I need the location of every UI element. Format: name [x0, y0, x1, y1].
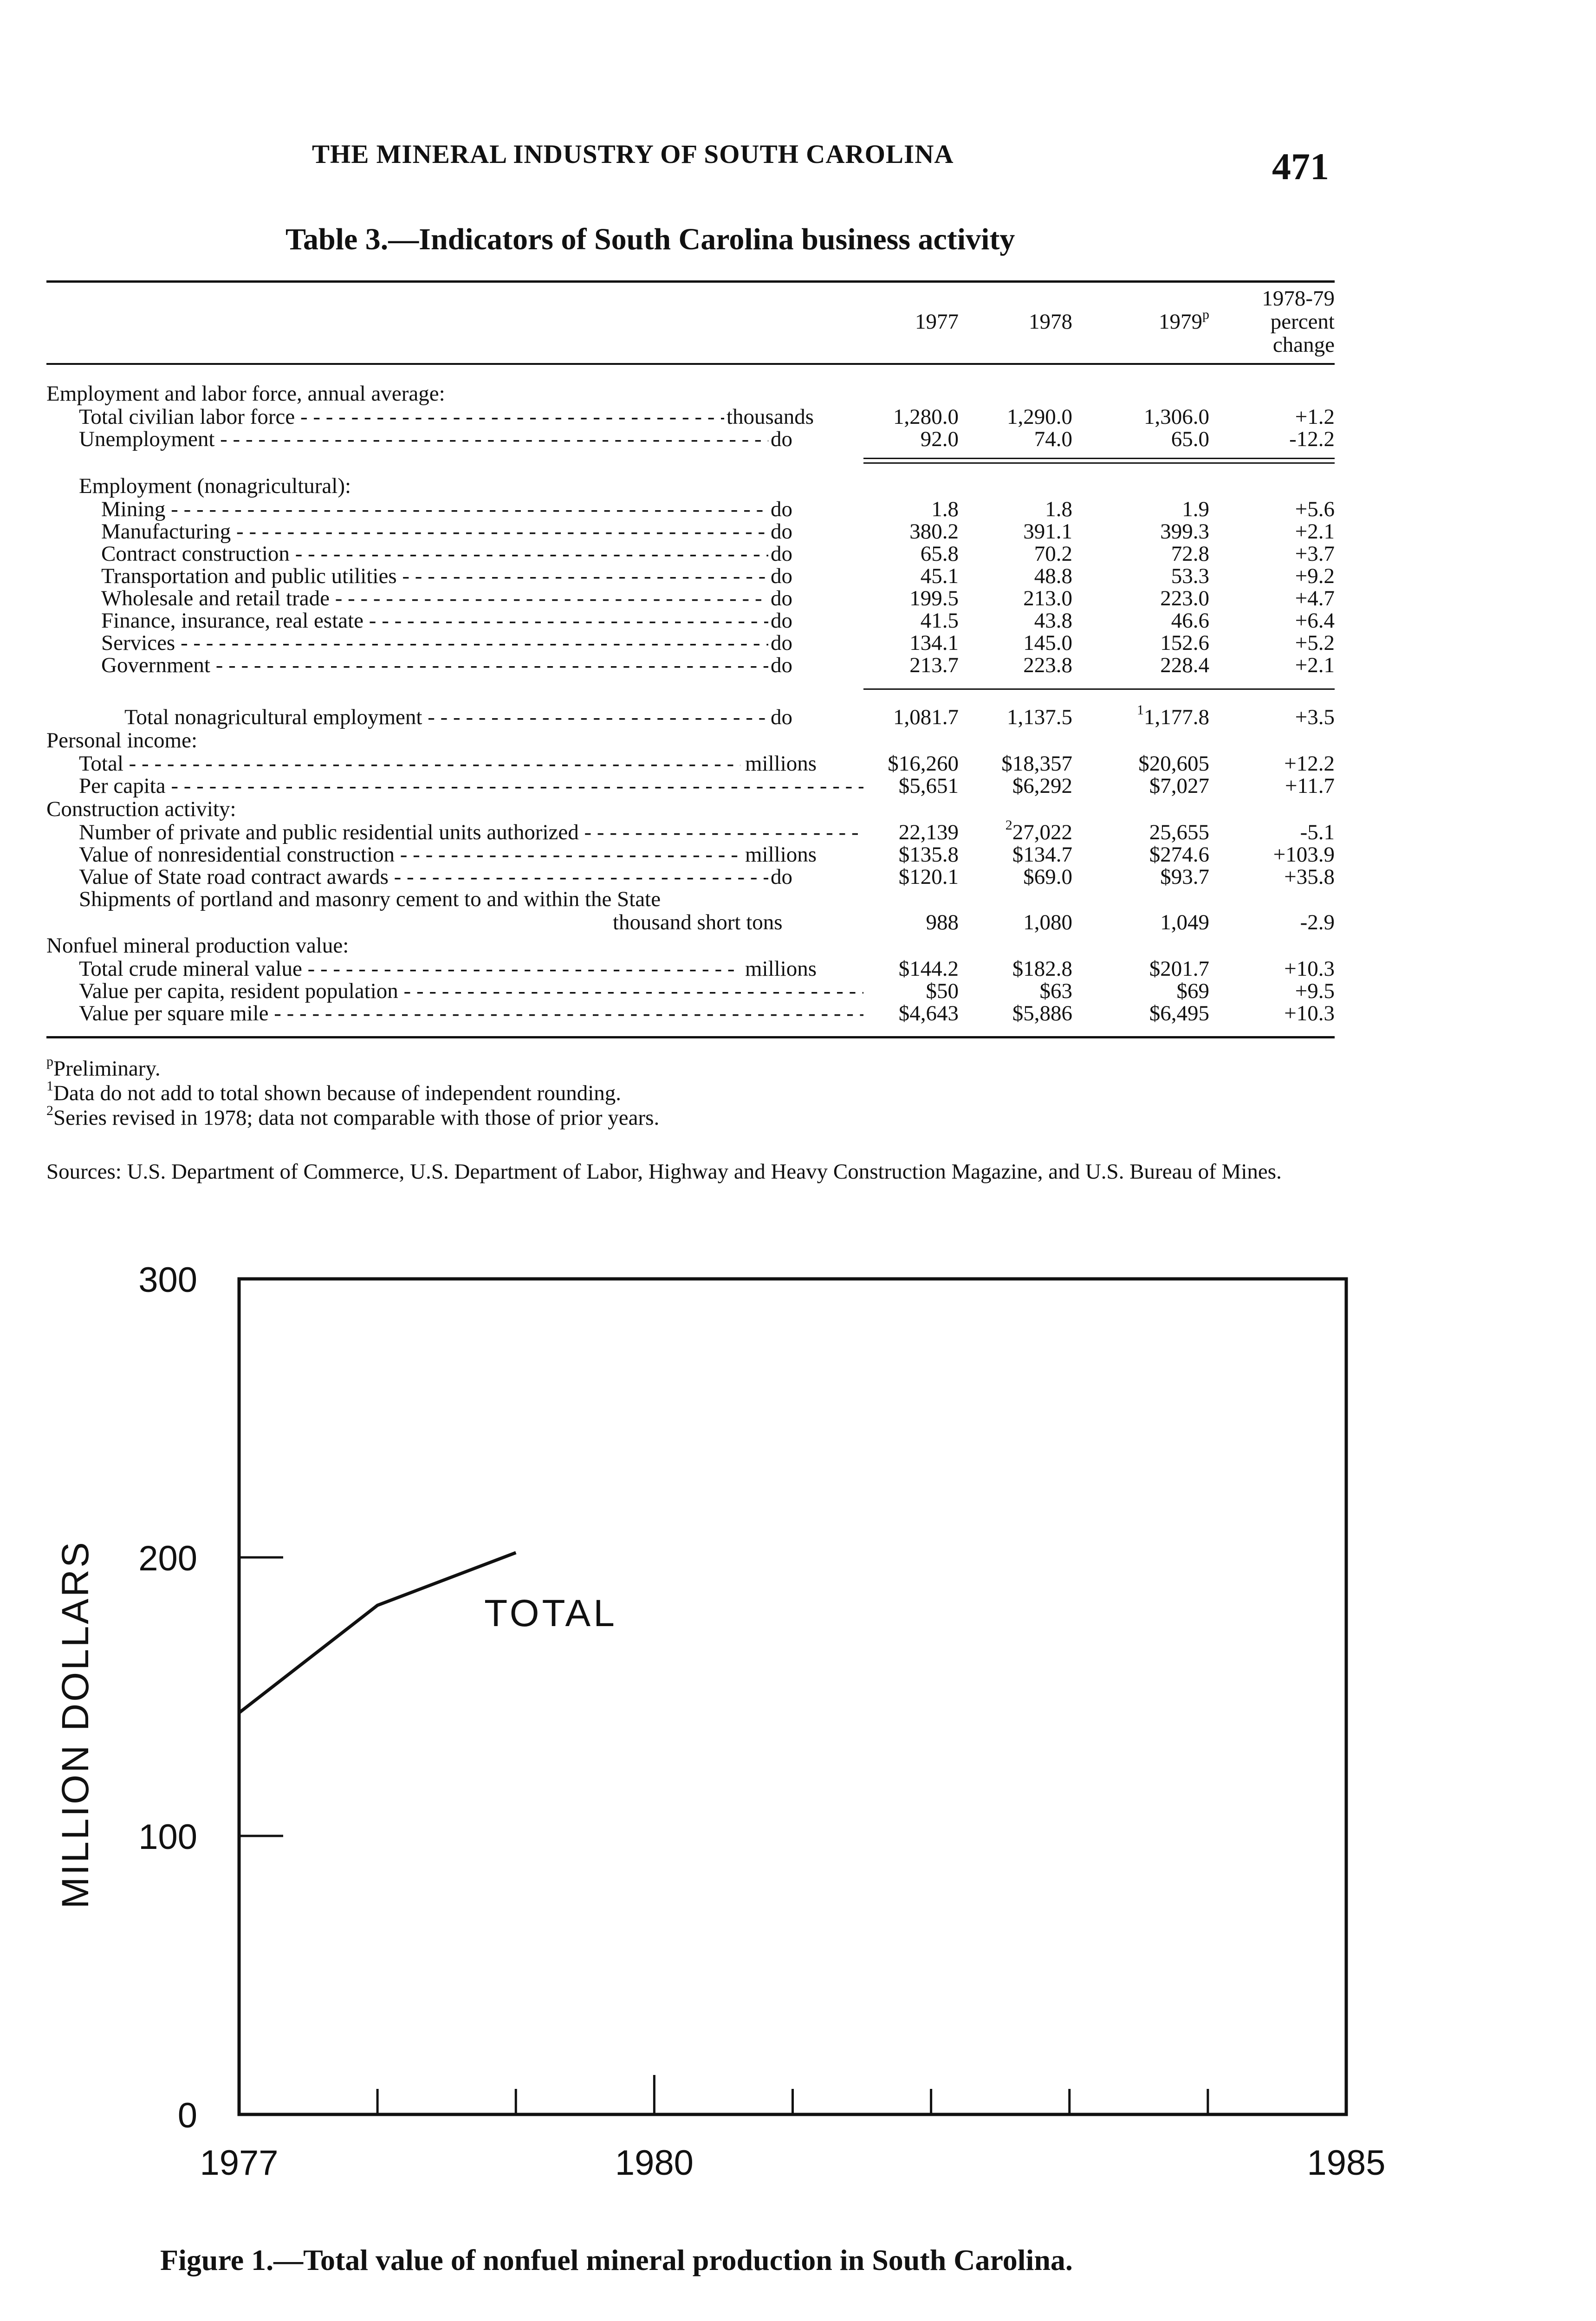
- table-row: Value per square mile - - - $4,643 $5,886 $6,495 +10.3: [0, 1002, 1596, 1025]
- table-row: Unemployment - - - do 92.0 74.0 65.0 -12.2: [0, 428, 1596, 451]
- series-label: TOTAL: [484, 1592, 617, 1635]
- page-number: 471: [1272, 145, 1329, 188]
- x-tick-label: 1977: [200, 2143, 279, 2183]
- table-row: Wholesale and retail trade - - - do 199.5 213.0 223.0 +4.7: [0, 587, 1596, 610]
- table-row: Services - - - do 134.1 145.0 152.6 +5.2: [0, 631, 1596, 655]
- table-row: Finance, insurance, real estate - - - do 41.5 43.8 46.6 +6.4: [0, 609, 1596, 632]
- table-row: thousand short tons 988 1,080 1,049 -2.9: [613, 910, 1335, 934]
- col-1979: 1979$^p$: [1159, 307, 1209, 334]
- table-row: Total - - - millions $16,260 $18,357 $20,605 +12.2: [0, 752, 1596, 775]
- subheading: Employment (nonagricultural):: [79, 474, 351, 498]
- table-row: Total nonagricultural employment - - - do 1,081.7 1,137.5 $^1$1,177.8 +3.5: [0, 706, 1596, 729]
- table-row: Per capita - - - $5,651 $6,292 $7,027 +11.7: [0, 774, 1596, 797]
- running-head: THE MINERAL INDUSTRY OF SOUTH CAROLINA: [312, 140, 954, 169]
- section-heading: Personal income:: [46, 728, 198, 752]
- footnote: $^1$Data do not add to total shown because of independent rounding.: [46, 1078, 622, 1105]
- table-row: Mining - - - do 1.8 1.8 1.9 +5.6: [0, 498, 1596, 521]
- section-heading: Construction activity:: [46, 797, 236, 821]
- y-tick-label: 0: [177, 2096, 197, 2135]
- table-row: Total crude mineral value - - - millions $144.2 $182.8 $201.7 +10.3: [0, 957, 1596, 980]
- table-row: Contract construction - - - do 65.8 70.2 72.8 +3.7: [0, 542, 1596, 565]
- table-row: Value of State road contract awards - - - do $120.1 $69.0 $93.7 +35.8: [0, 865, 1596, 888]
- sources-note: Sources: U.S. Department of Commerce, U.S. Department of Labor, Highway and Heavy Construction Magazine, and U.S. Bureau of Mines.: [46, 1160, 1282, 1184]
- col-change-percent: percent: [1270, 310, 1335, 334]
- table-row: Government - - - do 213.7 223.8 228.4 +2.1: [0, 654, 1596, 677]
- table-row: Value of nonresidential construction - - - millions $135.8 $134.7 $274.6 +103.9: [0, 843, 1596, 866]
- x-tick-label: 1985: [1307, 2143, 1386, 2183]
- y-axis-title: MILLION DOLLARS: [54, 1540, 97, 1909]
- table-row: Number of private and public residential units authorized - - - 22,139 $^2$27,022 25,655 -5.1: [0, 821, 1596, 844]
- figure-caption: Figure 1.—Total value of nonfuel mineral production in South Carolina.: [160, 2243, 1073, 2276]
- x-tick-label: 1980: [615, 2143, 694, 2183]
- col-change-label: change: [1272, 333, 1335, 357]
- table-row: Transportation and public utilities - - - do 45.1 48.8 53.3 +9.2: [0, 564, 1596, 588]
- y-tick-label: 200: [138, 1539, 197, 1578]
- section-heading: Employment and labor force, annual average:: [46, 382, 445, 406]
- table-row: Manufacturing - - - do 380.2 391.1 399.3 +2.1: [0, 520, 1596, 543]
- col-change-years: 1978-79: [1262, 286, 1335, 311]
- y-tick-label: 100: [138, 1817, 197, 1857]
- table-row: Total civilian labor force - - - thousands 1,280.0 1,290.0 1,306.0 +1.2: [0, 405, 1596, 428]
- plot-frame: [239, 1279, 1346, 2114]
- table-title: Table 3.—Indicators of South Carolina business activity: [285, 222, 1015, 256]
- y-tick-label: 300: [138, 1260, 197, 1300]
- table-row-label: Shipments of portland and masonry cement to and within the State: [79, 887, 661, 911]
- footnote: $^p$Preliminary.: [46, 1054, 161, 1081]
- col-1977: 1977: [915, 310, 959, 334]
- series-line: [239, 1553, 516, 1713]
- table-row: Value per capita, resident population - - - $50 $63 $69 +9.5: [0, 979, 1596, 1003]
- footnote: $^2$Series revised in 1978; data not comparable with those of prior years.: [46, 1103, 660, 1130]
- col-1978: 1978: [1029, 310, 1072, 334]
- section-heading: Nonfuel mineral production value:: [46, 934, 349, 958]
